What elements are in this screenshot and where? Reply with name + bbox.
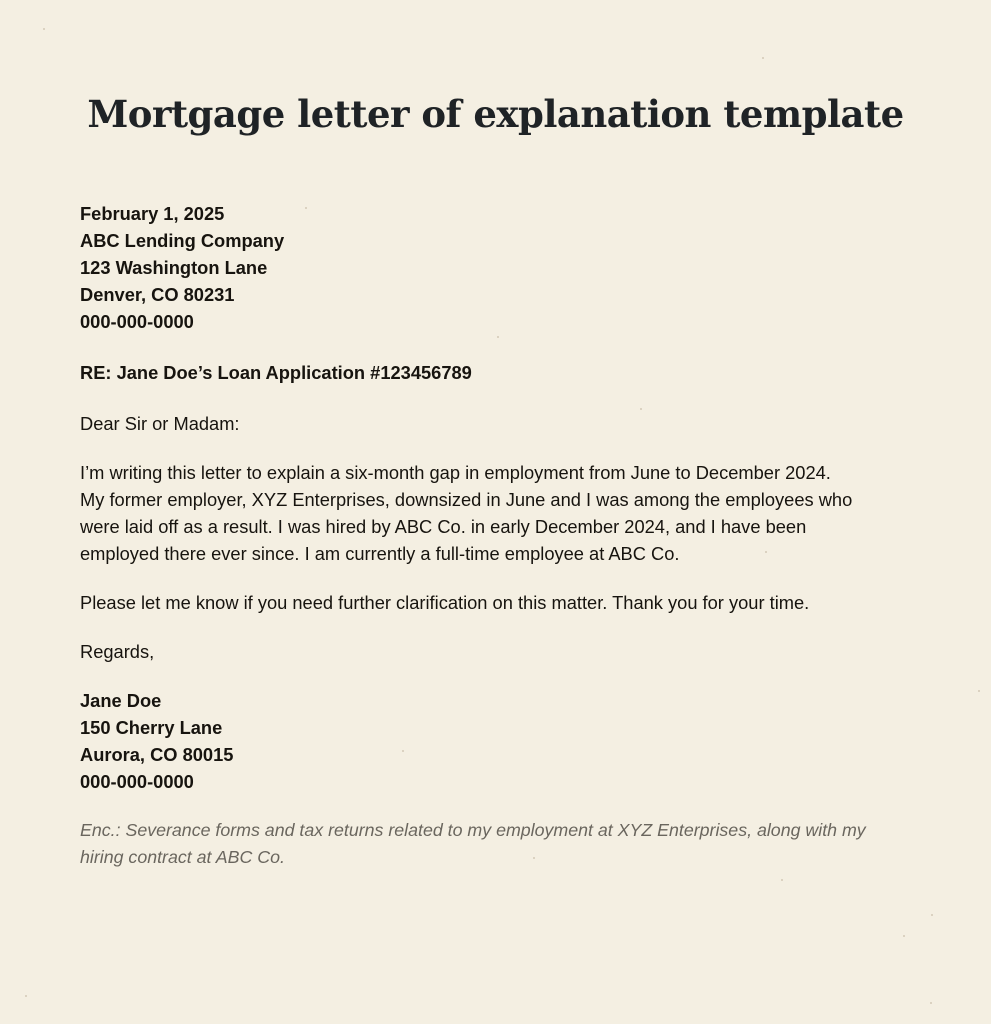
paper-speck	[978, 690, 980, 692]
enclosure-note	[80, 817, 930, 871]
body-paragraph-1	[80, 459, 930, 567]
salutation-text: Dear Sir or Madam:	[80, 413, 240, 434]
letter-date: February 1, 2025	[80, 203, 225, 224]
paper-speck	[762, 57, 764, 59]
salutation	[80, 410, 930, 437]
recipient-street: 123 Washington Lane	[80, 257, 268, 278]
body-paragraph-2-text: Please let me know if you need further clarification on this matter. Thank you for your time.	[80, 592, 810, 613]
body-paragraph-2	[80, 589, 930, 616]
page-title: Mortgage letter of explanation template	[87, 92, 904, 136]
re-line	[80, 359, 930, 386]
body-paragraph-1-line: were laid off as a result. I was hired by ABC Co. in early December 2024, and I have been	[80, 516, 807, 537]
body-paragraph-1-line: employed there ever since. I am currently a full-time employee at ABC Co.	[80, 543, 680, 564]
recipient-company: ABC Lending Company	[80, 230, 285, 251]
sender-street: 150 Cherry Lane	[80, 717, 223, 738]
closing	[80, 638, 930, 665]
enclosure-line: hiring contract at ABC Co.	[80, 847, 285, 867]
recipient-phone: 000-000-0000	[80, 311, 194, 332]
re-line-text: RE: Jane Doe’s Loan Application #123456789	[80, 362, 472, 383]
sender-city-state-zip: Aurora, CO 80015	[80, 744, 234, 765]
paper-speck	[930, 1002, 932, 1004]
body-paragraph-1-line: I’m writing this letter to explain a six-month gap in employment from June to December 2024.	[80, 462, 831, 483]
paper-speck	[43, 28, 45, 30]
sender-block	[80, 687, 930, 795]
body-paragraph-1-line: My former employer, XYZ Enterprises, downsized in June and I was among the employees who	[80, 489, 853, 510]
sender-name: Jane Doe	[80, 690, 162, 711]
paper-speck	[931, 914, 933, 916]
recipient-city-state-zip: Denver, CO 80231	[80, 284, 235, 305]
paper-speck	[25, 995, 27, 997]
recipient-block	[80, 200, 930, 335]
paper-speck	[781, 879, 783, 881]
closing-text: Regards,	[80, 641, 155, 662]
paper-speck	[903, 935, 905, 937]
letter-body	[80, 200, 930, 871]
sender-phone: 000-000-0000	[80, 771, 194, 792]
enclosure-line: Enc.: Severance forms and tax returns related to my employment at XYZ Enterprises, along with my	[80, 820, 866, 840]
